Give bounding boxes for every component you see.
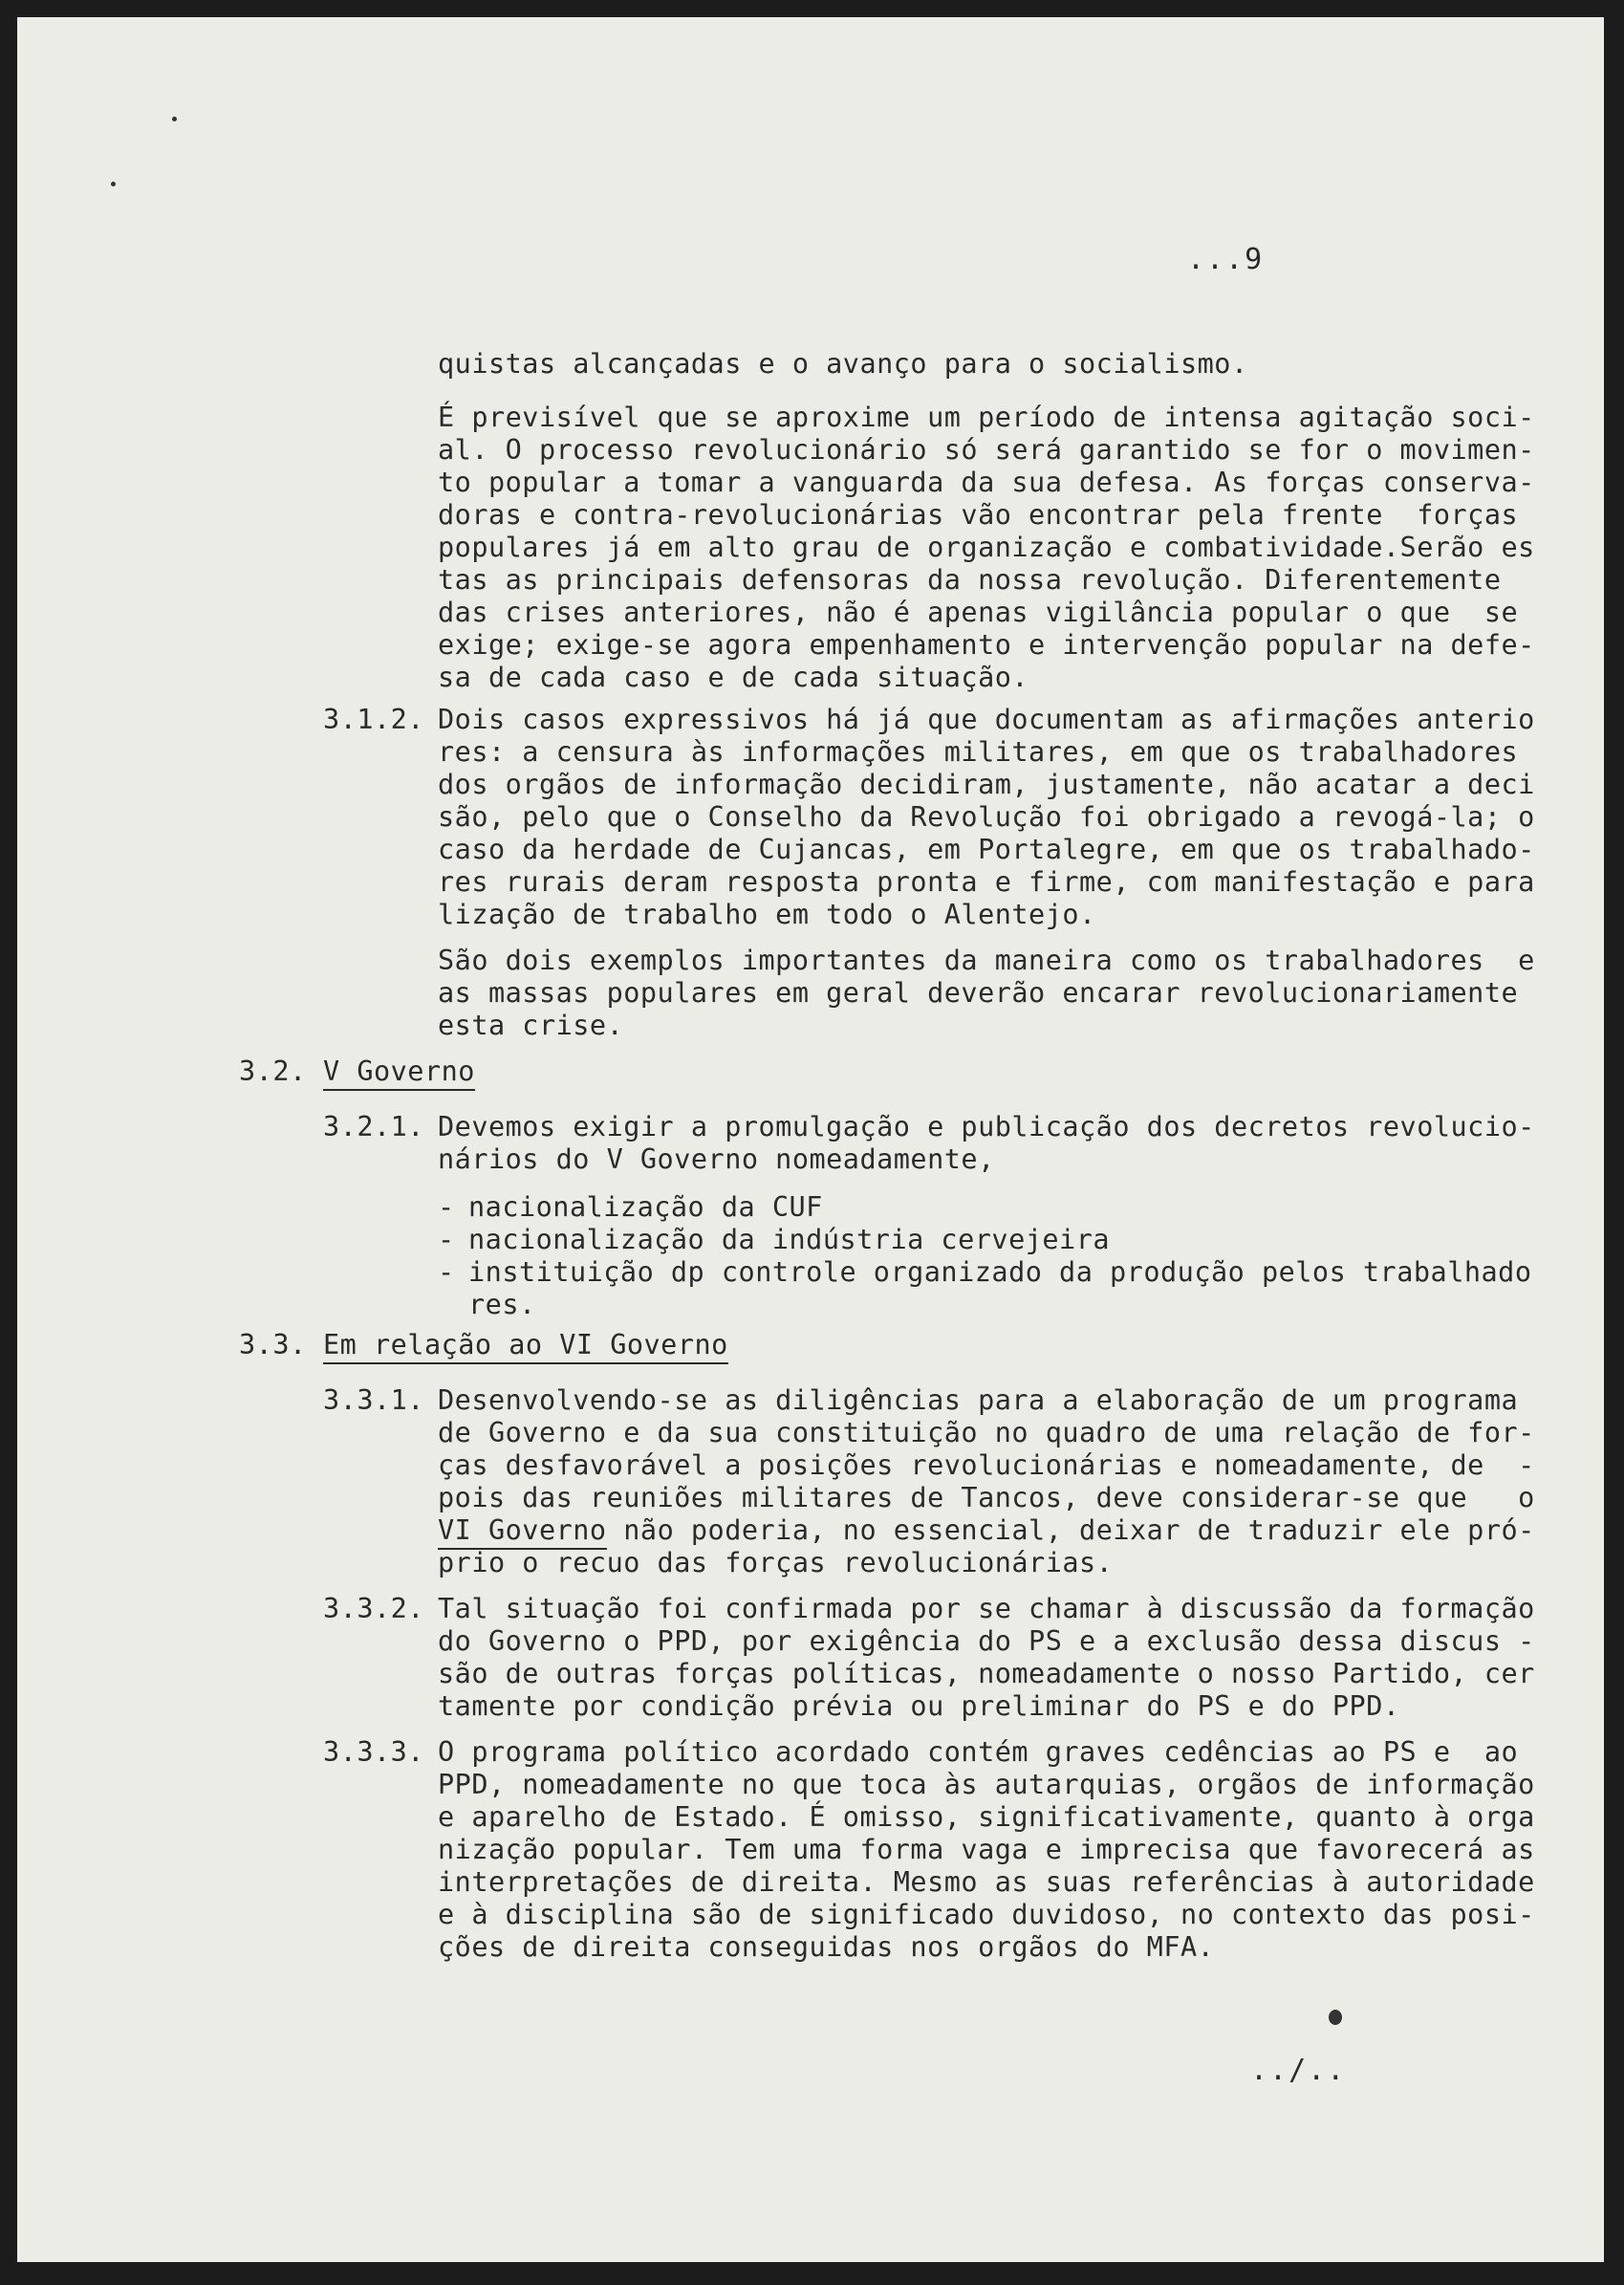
section-3-3-title: Em relação ao VI Governo — [323, 1329, 728, 1361]
section-number-3-3-1: 3.3.1. — [323, 1384, 424, 1416]
decree-list — [438, 1191, 1531, 1321]
section-3-2-1-text: Devemos exigir a promulgação e publicação dos decretos revolucio- nários do V Governo nomeadamente, — [438, 1111, 1535, 1175]
list-item: - instituição dp controle organizado da produção pelos trabalhado res. — [438, 1256, 1532, 1320]
list-item: - nacionalização da indústria cervejeira — [438, 1224, 1111, 1255]
vi-governo-underlined: VI Governo — [438, 1514, 607, 1550]
section-3-3-2-text: Tal situação foi confirmada por se chamar à discussão da formação do Governo o PPD, por exigência do PS e a exclusão dessa discus - são de outras forças políticas, nomeadamente o nosso Partido, cer tamente por condição prévia ou preliminar do PS e do PPD. — [438, 1593, 1535, 1722]
section-3-1-2-text-2: São dois exemplos importantes da maneira como os trabalhadores e as massas populares em geral deverão encarar revolucionariamente esta crise. — [438, 945, 1535, 1041]
section-3-2-title: V Governo — [323, 1055, 475, 1088]
section-number-3-2: 3.2. — [239, 1055, 307, 1087]
intro-paragraph: É previsível que se aproxime um período de intensa agitação soci- al. O processo revolucionário só será garantido se for o movimen- to popular a tomar a vanguarda da sua defesa. As forças conserva- doras e contra-revolucionárias vão encontrar pela frente forças populares já em alto grau de organização e combatividade.Serão es tas as principais defensoras da nossa revolução. Diferentemente das crises anteriores, não é apenas vigilância popular o que se exige; exige-se agora empenhamento e intervenção popular na defe- sa de cada caso e de cada situação. — [438, 402, 1535, 693]
section-3-1-2-text: Dois casos expressivos há já que documentam as afirmações anterio res: a censura às informações militares, em que os trabalhadores dos orgãos de informação decidiram, justamente, não acatar a deci são, pelo que o Conselho da Revolução foi obrigado a revogá-la; o caso da herdade de Cujancas, em Portalegre, em que os trabalhado- res rurais deram resposta pronta e firme, com manifestação e para lização de trabalho em todo o Alentejo. — [438, 704, 1535, 930]
punch-mark — [172, 117, 177, 121]
section-3-3-1-text — [438, 1384, 1535, 1579]
document-page — [17, 17, 1604, 2262]
section-number-3-2-1: 3.2.1. — [323, 1111, 424, 1142]
punch-mark — [111, 182, 116, 186]
section-3-3-1-text-b: não poderia, no essencial, deixar de traduzir ele pró- prio o recuo das forças revolucionárias. — [438, 1514, 1535, 1578]
page-number: ...9 — [1187, 243, 1265, 276]
continuation-mark: ../.. — [1250, 2054, 1347, 2087]
ink-spot — [1329, 2010, 1342, 2025]
section-number-3-3-3: 3.3.3. — [323, 1736, 424, 1768]
section-number-3-3-2: 3.3.2. — [323, 1593, 424, 1624]
section-number-3-1-2: 3.1.2. — [323, 704, 424, 735]
section-3-3-3-text: O programa político acordado contém graves cedências ao PS e ao PPD, nomeadamente no que toca às autarquias, orgãos de informação e aparelho de Estado. É omisso, significativamente, quanto à orga nização popular. Tem uma forma vaga e imprecisa que favorecerá as interpretações de direita. Mesmo as suas referências à autoridade e à disciplina são de significado duvidoso, no contexto das posi- ções de direita conseguidas nos orgãos do MFA. — [438, 1736, 1535, 1963]
list-item: - nacionalização da CUF — [438, 1191, 823, 1223]
intro-line: quistas alcançadas e o avanço para o socialismo. — [438, 348, 1248, 380]
section-3-3-1-text-a: Desenvolvendo-se as diligências para a elaboração de um programa de Governo e da sua constituição no quadro de uma relação de for- ças desfavorável a posições revolucionárias e nomeadamente, de - pois das reuniões militares de Tancos, deve considerar-se que o — [438, 1384, 1535, 1513]
section-number-3-3: 3.3. — [239, 1329, 307, 1360]
